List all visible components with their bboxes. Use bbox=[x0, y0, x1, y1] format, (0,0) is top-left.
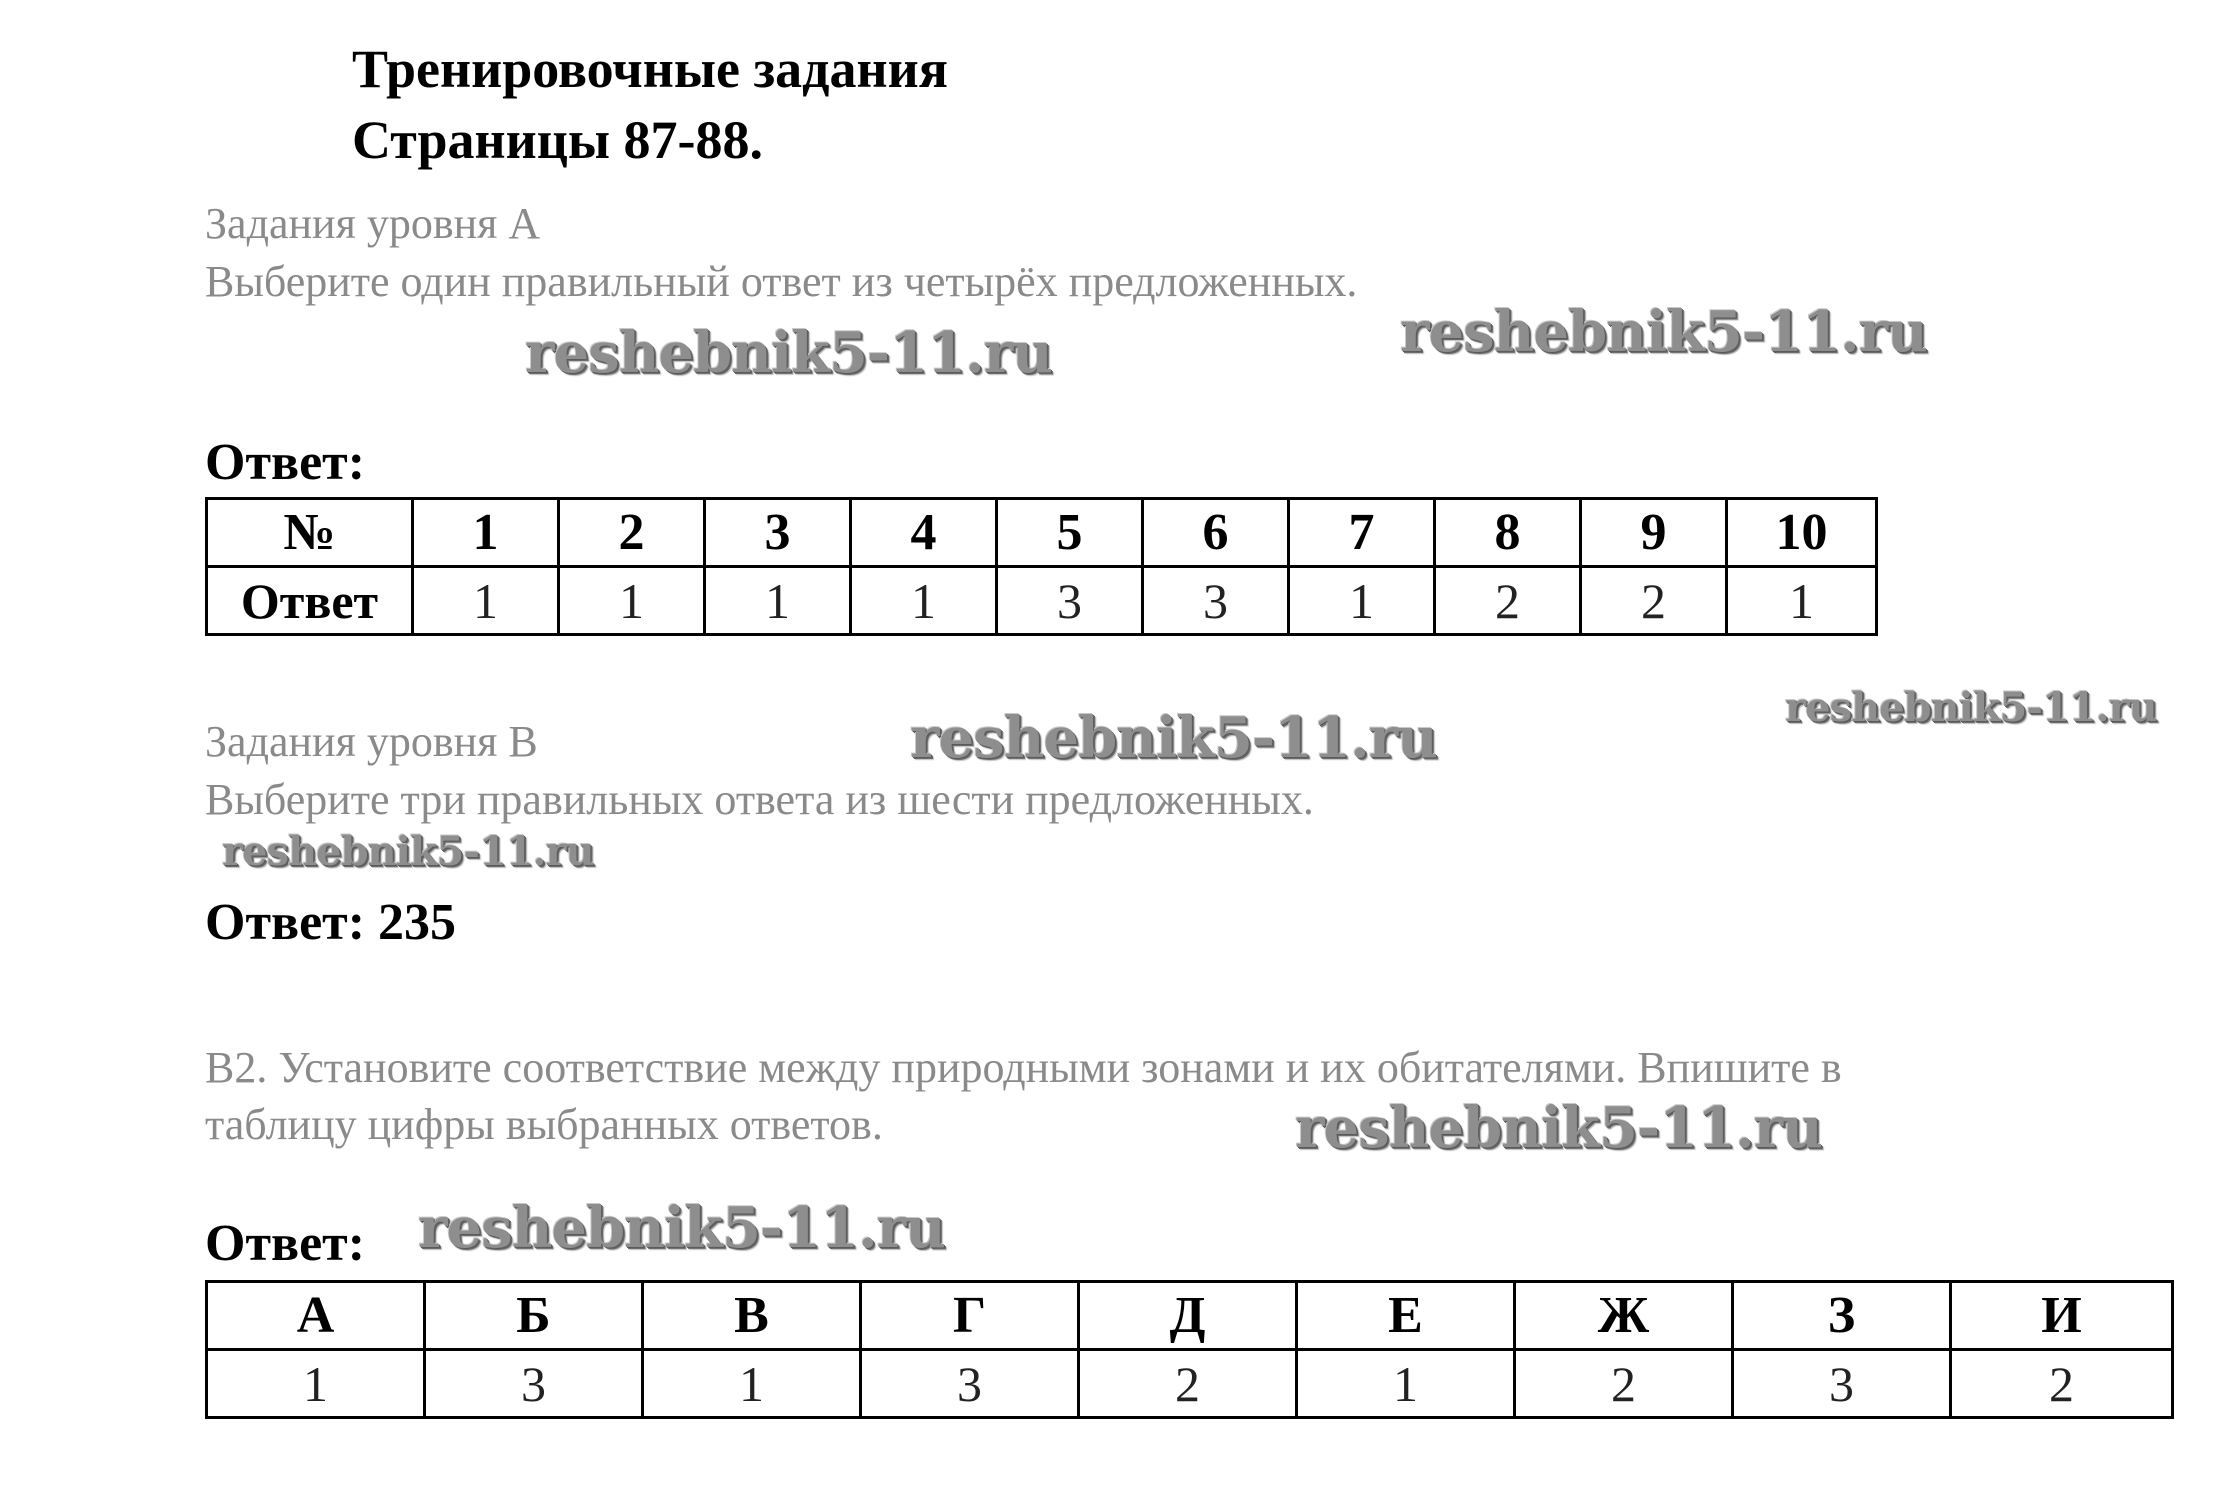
watermark: reshebnik5-11.ru bbox=[525, 320, 1052, 386]
table-header-cell: 2 bbox=[559, 499, 705, 567]
table-header-cell: Е bbox=[1297, 1282, 1515, 1350]
table-cell: 3 bbox=[1143, 567, 1289, 635]
table-header-cell: 5 bbox=[997, 499, 1143, 567]
table-cell: 1 bbox=[643, 1350, 861, 1418]
table-header-cell: А bbox=[207, 1282, 425, 1350]
page-range: Страницы 87-88. bbox=[352, 110, 763, 170]
table-header-cell: 4 bbox=[851, 499, 997, 567]
table-header-cell: Ж bbox=[1515, 1282, 1733, 1350]
table-cell: 2 bbox=[1581, 567, 1727, 635]
watermark: reshebnik5-11.ru bbox=[1295, 1095, 1822, 1161]
level-a-answer-table bbox=[205, 497, 1878, 636]
level-a-heading: Задания уровня А bbox=[205, 199, 541, 248]
table-cell: 3 bbox=[1733, 1350, 1951, 1418]
table-cell: 2 bbox=[1951, 1350, 2173, 1418]
watermark: reshebnik5-11.ru bbox=[1785, 684, 2157, 731]
table-cell: 1 bbox=[1289, 567, 1435, 635]
table-header-cell: 8 bbox=[1435, 499, 1581, 567]
table-header-cell: 10 bbox=[1727, 499, 1877, 567]
table-row-label: Ответ bbox=[207, 567, 413, 635]
table-header-cell: 3 bbox=[705, 499, 851, 567]
level-b-heading: Задания уровня В bbox=[205, 717, 538, 766]
table-cell: 2 bbox=[1515, 1350, 1733, 1418]
table-header-cell: Б bbox=[425, 1282, 643, 1350]
level-a-answer-label: Ответ: bbox=[205, 434, 366, 491]
table-cell: 1 bbox=[1727, 567, 1877, 635]
watermark: reshebnik5-11.ru bbox=[418, 1195, 945, 1261]
table-cell: 1 bbox=[413, 567, 559, 635]
table-header-cell: 9 bbox=[1581, 499, 1727, 567]
table-header-cell: 1 bbox=[413, 499, 559, 567]
b2-question-line2: таблицу цифры выбранных ответов. bbox=[205, 1100, 883, 1149]
page-title: Тренировочные задания bbox=[352, 39, 948, 99]
table-cell: 3 bbox=[425, 1350, 643, 1418]
table-cell: 1 bbox=[1297, 1350, 1515, 1418]
table-cell: 1 bbox=[559, 567, 705, 635]
level-a-instruction: Выберите один правильный ответ из четырёх предложенных. bbox=[205, 257, 1358, 306]
b2-answer-label: Ответ: bbox=[205, 1215, 366, 1272]
b2-answer-table bbox=[205, 1280, 2174, 1419]
table-cell: 3 bbox=[997, 567, 1143, 635]
table-cell: 1 bbox=[851, 567, 997, 635]
watermark: reshebnik5-11.ru bbox=[910, 705, 1437, 771]
table-header-cell: И bbox=[1951, 1282, 2173, 1350]
level-b-answer: Ответ: 235 bbox=[205, 894, 457, 951]
table-header-cell: 6 bbox=[1143, 499, 1289, 567]
table-cell: 1 bbox=[705, 567, 851, 635]
table-cell: 3 bbox=[861, 1350, 1079, 1418]
watermark: reshebnik5-11.ru bbox=[1400, 299, 1927, 365]
table-header-cell: Г bbox=[861, 1282, 1079, 1350]
table-header-cell: З bbox=[1733, 1282, 1951, 1350]
b2-question-line1: В2. Установите соответствие между природными зонами и их обитателями. Впишите в bbox=[205, 1043, 1842, 1092]
table-header-cell: В bbox=[643, 1282, 861, 1350]
table-cell: 2 bbox=[1435, 567, 1581, 635]
table-header-cell: 7 bbox=[1289, 499, 1435, 567]
watermark: reshebnik5-11.ru bbox=[222, 828, 594, 875]
table-cell: 1 bbox=[207, 1350, 425, 1418]
table-header-cell: Д bbox=[1079, 1282, 1297, 1350]
table-cell: 2 bbox=[1079, 1350, 1297, 1418]
level-b-instruction: Выберите три правильных ответа из шести предложенных. bbox=[205, 775, 1314, 824]
table-header-cell: № bbox=[207, 499, 413, 567]
